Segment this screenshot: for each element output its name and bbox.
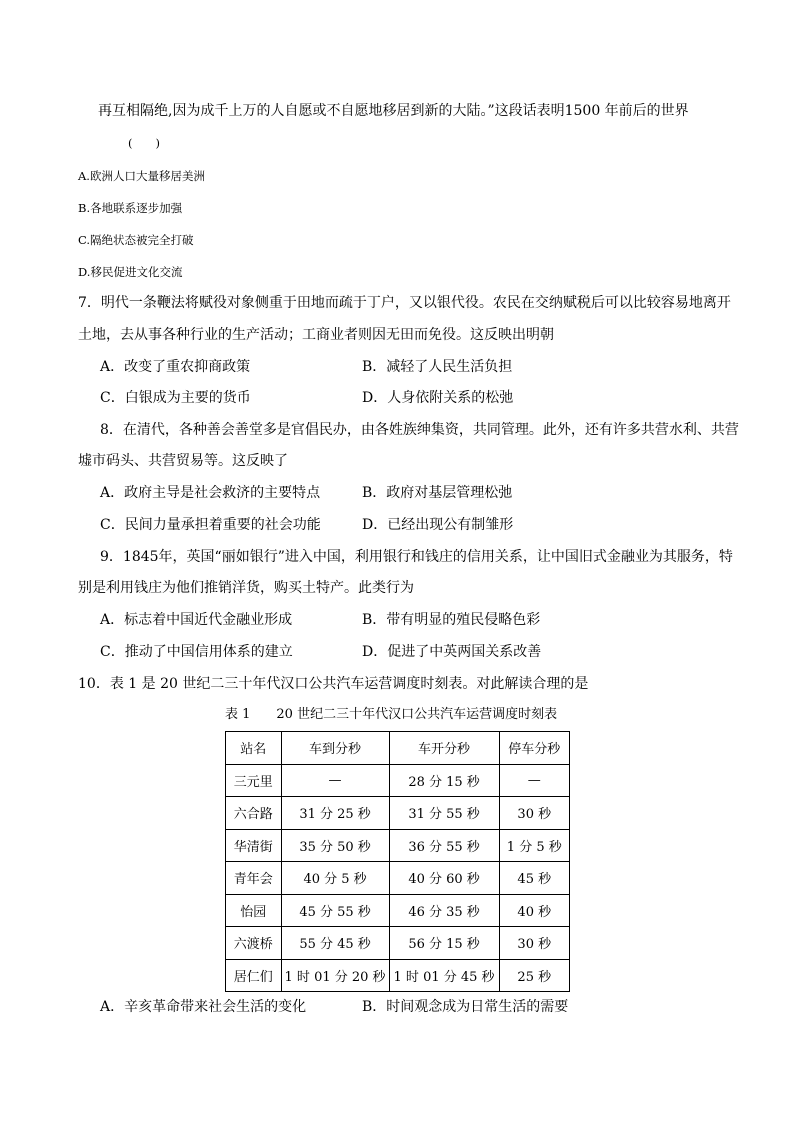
table-cell: 青年会 (226, 862, 282, 895)
q7-stem-line2: 土地，去从事各种行业的生产活动；工商业者则因无田而免役。这反映出明朝 (78, 327, 554, 343)
table-cell: 28 分 15 秒 (389, 764, 499, 797)
table-cell: 华清街 (226, 829, 282, 862)
q10-option-b: B．时间观念成为日常生活的需要 (362, 999, 569, 1015)
table-cell: 居仁们 (226, 959, 282, 992)
table-cell: — (281, 764, 389, 797)
q6-answer-bracket: ( ) (128, 136, 160, 150)
header-stop: 停车分秒 (499, 732, 569, 765)
table-cell: 1 时 01 分 45 秒 (389, 959, 499, 992)
q10-stem-line1: 10．表 1 是 20 世纪二三十年代汉口公共汽车运营调度时刻表。对此解读合理的是 (78, 676, 589, 692)
table-cell: 25 秒 (499, 959, 569, 992)
q8-option-c: C．民间力量承担着重要的社会功能 (100, 517, 321, 533)
q8-option-a: A．政府主导是社会救济的主要特点 (100, 485, 321, 501)
q8-stem-line2: 墟市码头、共营贸易等。这反映了 (78, 453, 288, 469)
table-cell: — (499, 764, 569, 797)
table-cell: 31 分 55 秒 (389, 797, 499, 830)
q6-option-d: D.移民促进文化交流 (78, 265, 183, 279)
table-cell: 六合路 (226, 797, 282, 830)
table-cell: 怡园 (226, 894, 282, 927)
table-cell: 40 秒 (499, 894, 569, 927)
table-cell: 三元里 (226, 764, 282, 797)
table-cell: 45 秒 (499, 862, 569, 895)
q7-stem-line1: 7．明代一条鞭法将赋役对象侧重于田地而疏于丁户，又以银代役。农民在交纳赋税后可以比较容易地离开 (78, 295, 731, 311)
table-row (226, 894, 570, 927)
table-cell: 45 分 55 秒 (281, 894, 389, 927)
table-cell: 31 分 25 秒 (281, 797, 389, 830)
table-cell: 40 分 60 秒 (389, 862, 499, 895)
header-arrival: 车到分秒 (281, 732, 389, 765)
q9-option-b: B．带有明显的殖民侵略色彩 (362, 612, 541, 628)
q9-option-c: C．推动了中国信用体系的建立 (100, 644, 293, 660)
q9-stem-line1: 9．1845年，英国“丽如银行”进入中国，利用银行和钱庄的信用关系，让中国旧式金融业为其服务，特 (100, 549, 733, 565)
table-cell: 1 分 5 秒 (499, 829, 569, 862)
q7-option-b: B．减轻了人民生活负担 (362, 359, 513, 375)
q6-option-b: B.各地联系逐步加强 (78, 201, 183, 215)
table-cell: 46 分 35 秒 (389, 894, 499, 927)
table-cell: 30 秒 (499, 927, 569, 960)
q9-option-d: D．促进了中英两国关系改善 (362, 644, 542, 660)
header-departure: 车开分秒 (389, 732, 499, 765)
table-row (226, 959, 570, 992)
table-row (226, 927, 570, 960)
q7-option-c: C．白银成为主要的货币 (100, 390, 251, 406)
bus-schedule-table (225, 731, 570, 992)
table-caption: 表 1 20 世纪二三十年代汉口公共汽车运营调度时刻表 (225, 707, 558, 722)
q9-stem-line2: 别是利用钱庄为他们推销洋货，购买土特产。此类行为 (78, 580, 414, 596)
q8-option-d: D．已经出现公有制雏形 (362, 517, 514, 533)
table-cell: 56 分 15 秒 (389, 927, 499, 960)
table-cell: 1 时 01 分 20 秒 (281, 959, 389, 992)
table-cell: 36 分 55 秒 (389, 829, 499, 862)
header-station: 站名 (226, 732, 282, 765)
q7-option-a: A．改变了重农抑商政策 (100, 359, 251, 375)
table-cell: 30 秒 (499, 797, 569, 830)
table-row (226, 862, 570, 895)
table-row (226, 764, 570, 797)
q9-option-a: A．标志着中国近代金融业形成 (100, 612, 293, 628)
table-cell: 40 分 5 秒 (281, 862, 389, 895)
table-row (226, 829, 570, 862)
table-cell: 55 分 45 秒 (281, 927, 389, 960)
table-header-row (226, 732, 570, 765)
q7-option-d: D．人身依附关系的松弛 (362, 390, 514, 406)
q10-option-a: A．辛亥革命带来社会生活的变化 (100, 999, 307, 1015)
q8-stem-line1: 8．在清代，各种善会善堂多是官倡民办，由各姓族绅集资，共同管理。此外，还有许多共营水利、共营 (100, 422, 739, 438)
q6-option-c: C.隔绝状态被完全打破 (78, 233, 194, 247)
q6-stem-line: 再互相隔绝,因为成千上万的人自愿或不自愿地移居到新的大陆。”这段话表明1500 年前后的世界 (98, 103, 689, 119)
table-cell: 六渡桥 (226, 927, 282, 960)
q8-option-b: B．政府对基层管理松弛 (362, 485, 513, 501)
q6-option-a: A.欧洲人口大量移居美洲 (78, 169, 205, 183)
table-cell: 35 分 50 秒 (281, 829, 389, 862)
table-row (226, 797, 570, 830)
